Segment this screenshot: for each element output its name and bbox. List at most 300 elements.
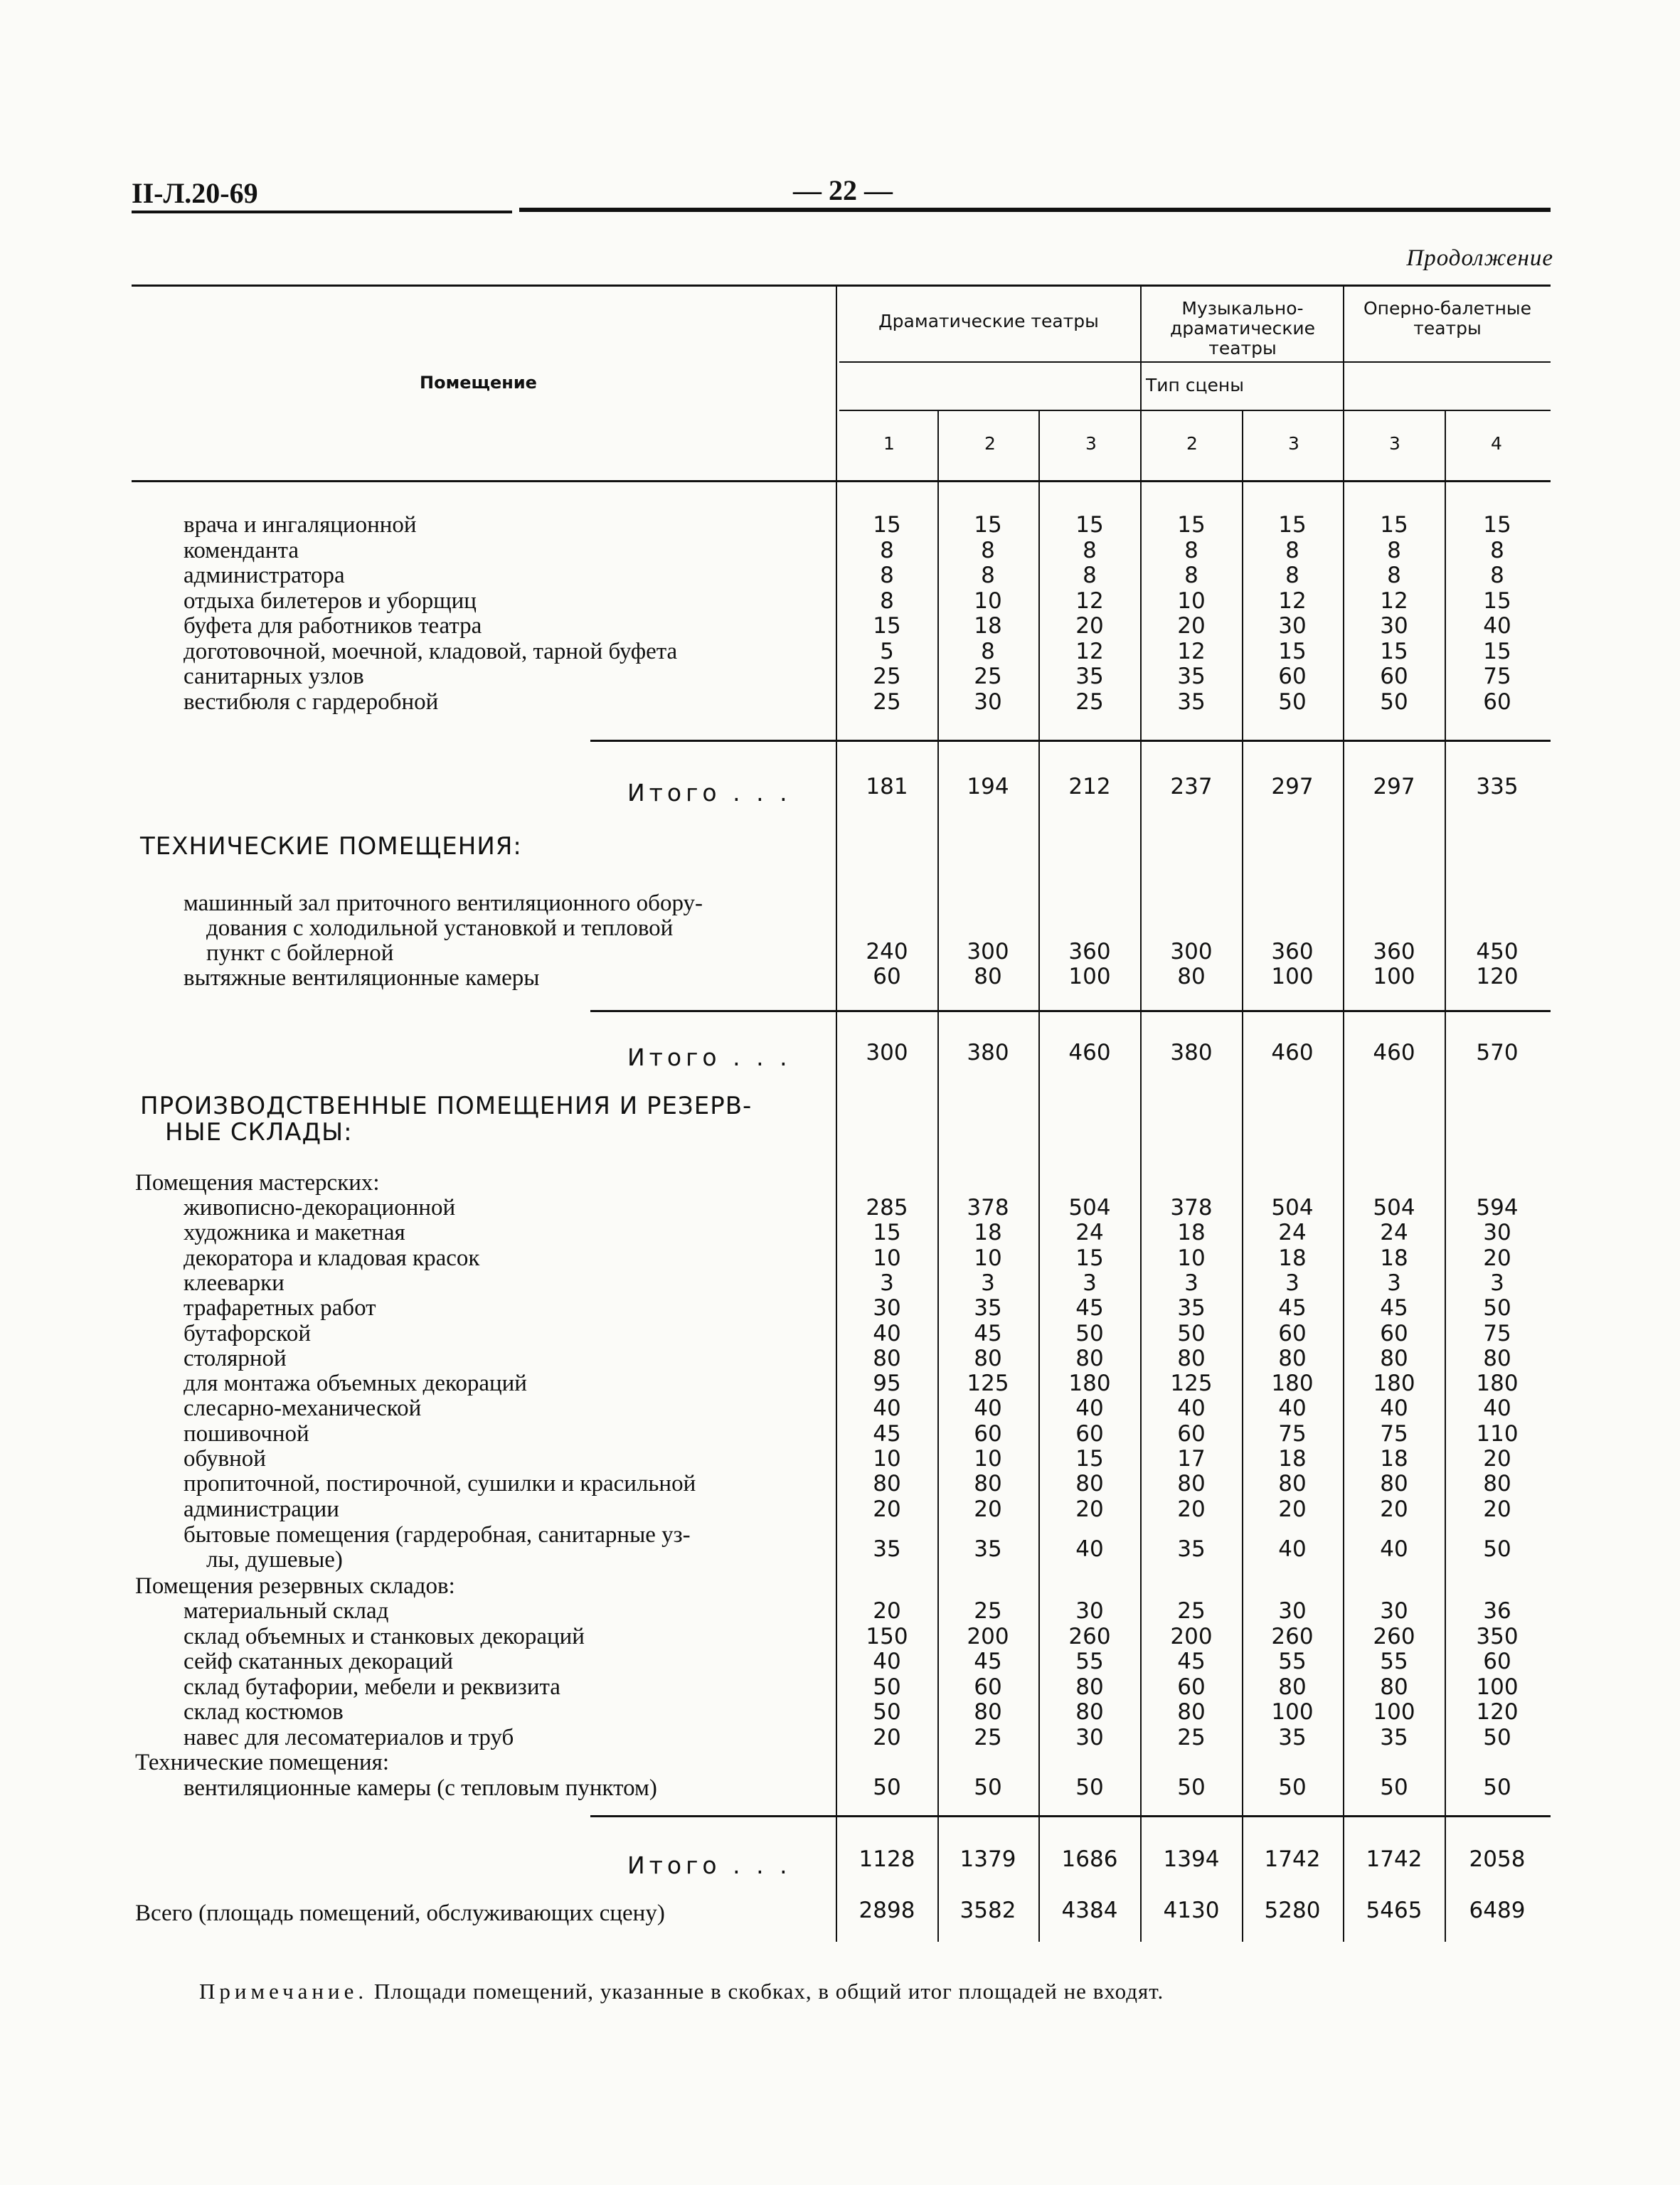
table-cell: 15 [873, 1220, 901, 1245]
table-cell: 60 [1483, 1649, 1511, 1674]
room-row-label: слесарно-механической [184, 1395, 422, 1421]
table-cell: 20 [974, 1496, 1002, 1522]
table-cell: 100 [1271, 964, 1314, 989]
room-row-label: сейф скатанных декораций [184, 1649, 454, 1674]
scene-number: 3 [1288, 433, 1299, 454]
table-cell: 35 [1177, 1295, 1206, 1321]
table-cell: 1394 [1163, 1846, 1220, 1872]
table-cell: 594 [1476, 1195, 1519, 1221]
room-row-label: декоратора и кладовая красок [184, 1245, 480, 1271]
table-cell: 3 [1083, 1270, 1097, 1296]
table-cell: 2898 [858, 1898, 915, 1923]
scene-type-rule [839, 410, 1551, 411]
table-cell: 12 [1278, 588, 1307, 614]
table-cell: 80 [1278, 1674, 1307, 1700]
continued-label: Продолжение [1406, 245, 1553, 271]
table-cell: 8 [981, 639, 995, 664]
table-cell: 25 [873, 664, 901, 689]
table-cell: 80 [1177, 1471, 1206, 1496]
table-cell: 200 [967, 1624, 1009, 1649]
table-cell: 12 [1075, 639, 1104, 664]
table-cell: 75 [1380, 1421, 1408, 1447]
table-cell: 18 [1278, 1245, 1307, 1271]
table-cell: 360 [1271, 939, 1314, 964]
table-cell: 60 [1177, 1674, 1206, 1700]
section-rule [590, 740, 1551, 742]
scene-number: 2 [984, 433, 996, 454]
table-cell: 80 [974, 1699, 1002, 1725]
table-cell: 450 [1476, 939, 1519, 964]
table-cell: 3 [1184, 1270, 1198, 1296]
room-row-label: администратора [184, 563, 345, 588]
table-cell: 378 [1170, 1195, 1213, 1221]
table-cell: 20 [1380, 1496, 1408, 1522]
table-cell: 80 [1380, 1471, 1408, 1496]
table-cell: 8 [981, 538, 995, 563]
table-cell: 30 [974, 689, 1002, 715]
table-cell: 50 [1483, 1536, 1511, 1562]
table-cell: 5 [880, 639, 894, 664]
table-cell: 15 [873, 613, 901, 639]
subgroup-heading: Помещения резервных складов: [135, 1573, 455, 1599]
table-cell: 240 [866, 939, 908, 964]
table-cell: 120 [1476, 964, 1519, 989]
table-cell: 8 [1387, 563, 1401, 588]
groups-rule [839, 361, 1551, 363]
table-cell: 15 [1075, 512, 1104, 538]
table-cell: 20 [1483, 1446, 1511, 1472]
table-cell: 100 [1068, 964, 1111, 989]
table-cell: 18 [974, 1220, 1002, 1245]
table-cell: 125 [1170, 1371, 1213, 1396]
room-row-label: отдыха билетеров и уборщиц [184, 588, 477, 614]
table-cell: 95 [873, 1371, 901, 1396]
table-cell: 60 [1380, 1321, 1408, 1346]
table-cell: 15 [1483, 512, 1511, 538]
table-cell: 20 [1177, 613, 1206, 639]
table-cell: 50 [1483, 1725, 1511, 1750]
table-cell: 350 [1476, 1624, 1519, 1649]
table-cell: 35 [1177, 1536, 1206, 1562]
table-cell: 6489 [1469, 1898, 1526, 1923]
table-cell: 20 [873, 1598, 901, 1624]
table-cell: 50 [1075, 1775, 1104, 1800]
table-cell: 25 [1177, 1598, 1206, 1624]
table-cell: 1742 [1264, 1846, 1321, 1872]
room-row-label: художника и макетная [184, 1220, 405, 1245]
table-cell: 80 [1177, 1699, 1206, 1725]
table-cell: 10 [873, 1446, 901, 1472]
table-cell: 360 [1373, 939, 1415, 964]
table-cell: 40 [1278, 1395, 1307, 1421]
table-cell: 150 [866, 1624, 908, 1649]
table-cell: 8 [1184, 563, 1198, 588]
room-row-label: склад объемных и станковых декораций [184, 1624, 585, 1649]
table-cell: 10 [1177, 588, 1206, 614]
table-cell: 300 [1170, 939, 1213, 964]
table-cell: 3 [1387, 1270, 1401, 1296]
table-cell: 181 [866, 774, 908, 799]
table-cell: 18 [1380, 1245, 1408, 1271]
group-musical-drama-header: Музыкально-драматические театры [1169, 298, 1316, 358]
table-cell: 18 [1278, 1446, 1307, 1472]
table-cell: 80 [1075, 1346, 1104, 1371]
header-rule-right [519, 208, 1551, 212]
table-cell: 10 [873, 1245, 901, 1271]
table-cell: 40 [1483, 1395, 1511, 1421]
table-cell: 25 [873, 689, 901, 715]
room-row-label: обувной [184, 1446, 266, 1472]
table-cell: 8 [1083, 538, 1097, 563]
table-cell: 12 [1075, 588, 1104, 614]
subtotal-label: Итого . . . [627, 1043, 792, 1071]
room-row-label: буфета для работников театра [184, 613, 482, 639]
table-cell: 40 [1075, 1395, 1104, 1421]
table-cell: 80 [1075, 1699, 1104, 1725]
header-rule-left [132, 211, 512, 213]
footnote-text: Площади помещений, указанные в скобках, в общий итог площадей не входят. [373, 1979, 1164, 2004]
table-cell: 504 [1373, 1195, 1415, 1221]
table-cell: 50 [873, 1674, 901, 1700]
table-cell: 50 [1380, 689, 1408, 715]
table-cell: 50 [1483, 1775, 1511, 1800]
room-row-label: вентиляционные камеры (с тепловым пунктом) [184, 1775, 657, 1801]
table-cell: 36 [1483, 1598, 1511, 1624]
table-cell: 40 [1380, 1536, 1408, 1562]
table-cell: 15 [1483, 639, 1511, 664]
column-divider [1445, 411, 1446, 1942]
table-top-rule [132, 285, 1551, 287]
scene-number: 2 [1186, 433, 1198, 454]
table-cell: 300 [866, 1040, 908, 1065]
page-number: — 22 — [793, 174, 893, 206]
table-cell: 40 [1483, 613, 1511, 639]
table-cell: 380 [1170, 1040, 1213, 1065]
table-cell: 45 [974, 1649, 1002, 1674]
section-rule [590, 1010, 1551, 1012]
table-cell: 1742 [1366, 1846, 1423, 1872]
table-cell: 40 [873, 1395, 901, 1421]
table-cell: 12 [1177, 639, 1206, 664]
table-cell: 50 [1380, 1775, 1408, 1800]
table-cell: 24 [1380, 1220, 1408, 1245]
table-cell: 25 [1177, 1725, 1206, 1750]
room-row-label: клееварки [184, 1270, 285, 1296]
table-cell: 35 [873, 1536, 901, 1562]
table-cell: 285 [866, 1195, 908, 1221]
table-cell: 15 [1075, 1446, 1104, 1472]
table-cell: 110 [1476, 1421, 1519, 1447]
group-drama-header: Драматические театры [878, 311, 1099, 331]
table-cell: 8 [1184, 538, 1198, 563]
room-row-label: для монтажа объемных декораций [184, 1371, 527, 1396]
table-cell: 10 [974, 1245, 1002, 1271]
table-cell: 8 [1285, 538, 1299, 563]
table-cell: 24 [1278, 1220, 1307, 1245]
table-cell: 55 [1380, 1649, 1408, 1674]
room-row-label: склад бутафории, мебели и реквизита [184, 1674, 560, 1700]
table-cell: 3 [1490, 1270, 1504, 1296]
table-cell: 30 [1380, 613, 1408, 639]
table-cell: 504 [1271, 1195, 1314, 1221]
subgroup-heading: Помещения мастерских: [135, 1170, 380, 1196]
room-row-label: дования с холодильной установкой и тепловой [206, 915, 674, 941]
room-row-label: вытяжные вентиляционные камеры [184, 965, 540, 991]
table-cell: 30 [1278, 1598, 1307, 1624]
table-cell: 35 [974, 1295, 1002, 1321]
room-row-label: бутафорской [184, 1321, 312, 1346]
table-cell: 3 [981, 1270, 995, 1296]
table-cell: 45 [974, 1321, 1002, 1346]
section-title-production: ПРОИЗВОДСТВЕННЫЕ ПОМЕЩЕНИЯ И РЕЗЕРВ- [140, 1092, 753, 1120]
table-cell: 50 [1177, 1775, 1206, 1800]
table-cell: 40 [1177, 1395, 1206, 1421]
table-cell: 1379 [959, 1846, 1016, 1872]
table-cell: 45 [1380, 1295, 1408, 1321]
table-cell: 20 [1483, 1245, 1511, 1271]
table-cell: 18 [1380, 1446, 1408, 1472]
table-cell: 20 [1483, 1496, 1511, 1522]
room-row-label: коменданта [184, 538, 299, 563]
table-cell: 75 [1278, 1421, 1307, 1447]
table-cell: 8 [1490, 563, 1504, 588]
table-cell: 15 [873, 512, 901, 538]
room-row-label: склад костюмов [184, 1699, 344, 1725]
table-cell: 30 [1278, 613, 1307, 639]
table-cell: 80 [974, 964, 1002, 989]
table-cell: 18 [1177, 1220, 1206, 1245]
table-cell: 8 [1083, 563, 1097, 588]
table-cell: 60 [974, 1421, 1002, 1447]
table-cell: 80 [1380, 1674, 1408, 1700]
table-cell: 20 [1177, 1496, 1206, 1522]
document-code: II-Л.20-69 [132, 177, 258, 209]
scene-type-header: Тип сцены [1145, 375, 1245, 395]
scene-number: 4 [1491, 433, 1502, 454]
room-row-label: трафаретных работ [184, 1295, 376, 1321]
table-cell: 8 [1387, 538, 1401, 563]
scene-number: 3 [1389, 433, 1400, 454]
room-row-label: доготовочной, моечной, кладовой, тарной буфета [184, 639, 678, 664]
room-row-label: живописно-декорационной [184, 1195, 456, 1221]
scene-number: 3 [1085, 433, 1097, 454]
table-cell: 45 [1278, 1295, 1307, 1321]
table-cell: 45 [1177, 1649, 1206, 1674]
table-cell: 60 [1278, 664, 1307, 689]
room-row-label: материальный склад [184, 1598, 389, 1624]
table-cell: 35 [1177, 664, 1206, 689]
table-cell: 50 [1483, 1295, 1511, 1321]
table-cell: 100 [1271, 1699, 1314, 1725]
room-row-label: машинный зал приточного вентиляционного обору- [184, 891, 703, 916]
room-row-label: пошивочной [184, 1421, 309, 1447]
table-cell: 260 [1271, 1624, 1314, 1649]
footnote [199, 1979, 1164, 2004]
room-row-label: пропиточной, постирочной, сушилки и красильной [184, 1471, 696, 1496]
table-cell: 55 [1278, 1649, 1307, 1674]
table-cell: 570 [1476, 1040, 1519, 1065]
table-cell: 60 [873, 964, 901, 989]
table-cell: 60 [974, 1674, 1002, 1700]
table-cell: 35 [974, 1536, 1002, 1562]
table-cell: 380 [967, 1040, 1009, 1065]
table-cell: 17 [1177, 1446, 1206, 1472]
table-cell: 180 [1476, 1371, 1519, 1396]
table-cell: 8 [880, 563, 894, 588]
table-cell: 25 [1075, 689, 1104, 715]
table-cell: 297 [1373, 774, 1415, 799]
room-row-label: навес для лесоматериалов и труб [184, 1725, 514, 1750]
table-cell: 8 [1490, 538, 1504, 563]
table-cell: 15 [1380, 639, 1408, 664]
table-cell: 194 [967, 774, 1009, 799]
section-title-production-cont: НЫЕ СКЛАДЫ: [165, 1118, 353, 1147]
table-cell: 40 [873, 1649, 901, 1674]
table-cell: 460 [1271, 1040, 1314, 1065]
table-cell: 3 [880, 1270, 894, 1296]
table-cell: 460 [1373, 1040, 1415, 1065]
scene-number: 1 [883, 433, 895, 454]
table-cell: 120 [1476, 1699, 1519, 1725]
table-cell: 180 [1271, 1371, 1314, 1396]
table-cell: 180 [1068, 1371, 1111, 1396]
table-cell: 50 [1278, 1775, 1307, 1800]
section-rule [590, 1815, 1551, 1817]
subtotal-label: Итого . . . [627, 1851, 792, 1879]
table-cell: 45 [1075, 1295, 1104, 1321]
table-cell: 80 [1380, 1346, 1408, 1371]
table-cell: 100 [1373, 964, 1415, 989]
table-cell: 35 [1075, 664, 1104, 689]
table-cell: 180 [1373, 1371, 1415, 1396]
table-cell: 10 [974, 1446, 1002, 1472]
table-cell: 80 [1075, 1674, 1104, 1700]
table-cell: 3 [1285, 1270, 1299, 1296]
room-row-label: санитарных узлов [184, 664, 364, 689]
table-cell: 18 [974, 613, 1002, 639]
footnote-lead: Примечание. [199, 1979, 368, 2004]
table-cell: 35 [1177, 689, 1206, 715]
table-cell: 8 [880, 588, 894, 614]
table-cell: 25 [974, 1598, 1002, 1624]
table-cell: 35 [1278, 1725, 1307, 1750]
table-cell: 100 [1373, 1699, 1415, 1725]
table-cell: 50 [873, 1775, 901, 1800]
table-cell: 60 [1075, 1421, 1104, 1447]
table-cell: 8 [880, 538, 894, 563]
table-cell: 40 [1278, 1536, 1307, 1562]
table-cell: 20 [873, 1496, 901, 1522]
table-cell: 260 [1068, 1624, 1111, 1649]
table-cell: 50 [974, 1775, 1002, 1800]
table-cell: 125 [967, 1371, 1009, 1396]
table-cell: 40 [1380, 1395, 1408, 1421]
table-cell: 80 [873, 1471, 901, 1496]
table-cell: 15 [1177, 512, 1206, 538]
table-cell: 20 [1075, 613, 1104, 639]
table-cell: 5465 [1366, 1898, 1423, 1923]
table-cell: 15 [974, 512, 1002, 538]
table-cell: 40 [974, 1395, 1002, 1421]
table-cell: 100 [1476, 1674, 1519, 1700]
table-cell: 40 [1075, 1536, 1104, 1562]
table-cell: 80 [974, 1346, 1002, 1371]
table-cell: 212 [1068, 774, 1111, 799]
room-row-label: администрации [184, 1496, 339, 1522]
table-cell: 35 [1380, 1725, 1408, 1750]
table-cell: 80 [1075, 1471, 1104, 1496]
room-row-label: столярной [184, 1346, 287, 1371]
table-cell: 80 [1278, 1471, 1307, 1496]
room-row-label: пункт с бойлерной [206, 940, 394, 966]
table-cell: 8 [1285, 563, 1299, 588]
table-cell: 12 [1380, 588, 1408, 614]
table-cell: 75 [1483, 1321, 1511, 1346]
table-cell: 60 [1278, 1321, 1307, 1346]
table-cell: 378 [967, 1195, 1009, 1221]
table-cell: 15 [1483, 588, 1511, 614]
table-cell: 80 [1177, 964, 1206, 989]
table-cell: 80 [1483, 1346, 1511, 1371]
table-cell: 4384 [1061, 1898, 1118, 1923]
table-cell: 3582 [959, 1898, 1016, 1923]
room-row-label: вестибюля с гардеробной [184, 689, 439, 715]
table-cell: 60 [1380, 664, 1408, 689]
table-cell: 1686 [1061, 1846, 1118, 1872]
table-cell: 50 [1278, 689, 1307, 715]
table-cell: 260 [1373, 1624, 1415, 1649]
table-cell: 50 [873, 1699, 901, 1725]
table-cell: 20 [873, 1725, 901, 1750]
table-cell: 1128 [858, 1846, 915, 1872]
table-cell: 80 [873, 1346, 901, 1371]
table-cell: 300 [967, 939, 1009, 964]
table-cell: 24 [1075, 1220, 1104, 1245]
table-cell: 2058 [1469, 1846, 1526, 1872]
table-cell: 15 [1380, 512, 1408, 538]
table-cell: 25 [974, 1725, 1002, 1750]
table-cell: 8 [981, 563, 995, 588]
table-cell: 237 [1170, 774, 1213, 799]
table-cell: 10 [1177, 1245, 1206, 1271]
subgroup-heading: Технические помещения: [135, 1750, 390, 1775]
table-cell: 45 [873, 1421, 901, 1447]
table-cell: 50 [1075, 1321, 1104, 1346]
table-cell: 60 [1483, 689, 1511, 715]
table-cell: 25 [974, 664, 1002, 689]
table-cell: 60 [1177, 1421, 1206, 1447]
table-cell: 335 [1476, 774, 1519, 799]
room-row-label: врача и ингаляционной [184, 512, 417, 538]
table-cell: 200 [1170, 1624, 1213, 1649]
table-cell: 80 [1278, 1346, 1307, 1371]
table-cell: 80 [1483, 1471, 1511, 1496]
table-cell: 75 [1483, 664, 1511, 689]
table-cell: 30 [873, 1295, 901, 1321]
table-cell: 4130 [1163, 1898, 1220, 1923]
section-title-technical: ТЕХНИЧЕСКИЕ ПОМЕЩЕНИЯ: [140, 832, 522, 861]
table-cell: 15 [1278, 639, 1307, 664]
table-cell: 80 [974, 1471, 1002, 1496]
header-bottom-rule [132, 480, 1551, 482]
table-cell: 15 [1278, 512, 1307, 538]
room-row-label: бытовые помещения (гардеробная, санитарные уз- [184, 1522, 691, 1548]
table-cell: 5280 [1264, 1898, 1321, 1923]
table-cell: 504 [1068, 1195, 1111, 1221]
room-row-label: лы, душевые) [206, 1547, 343, 1573]
table-cell: 10 [974, 588, 1002, 614]
table-cell: 40 [873, 1321, 901, 1346]
